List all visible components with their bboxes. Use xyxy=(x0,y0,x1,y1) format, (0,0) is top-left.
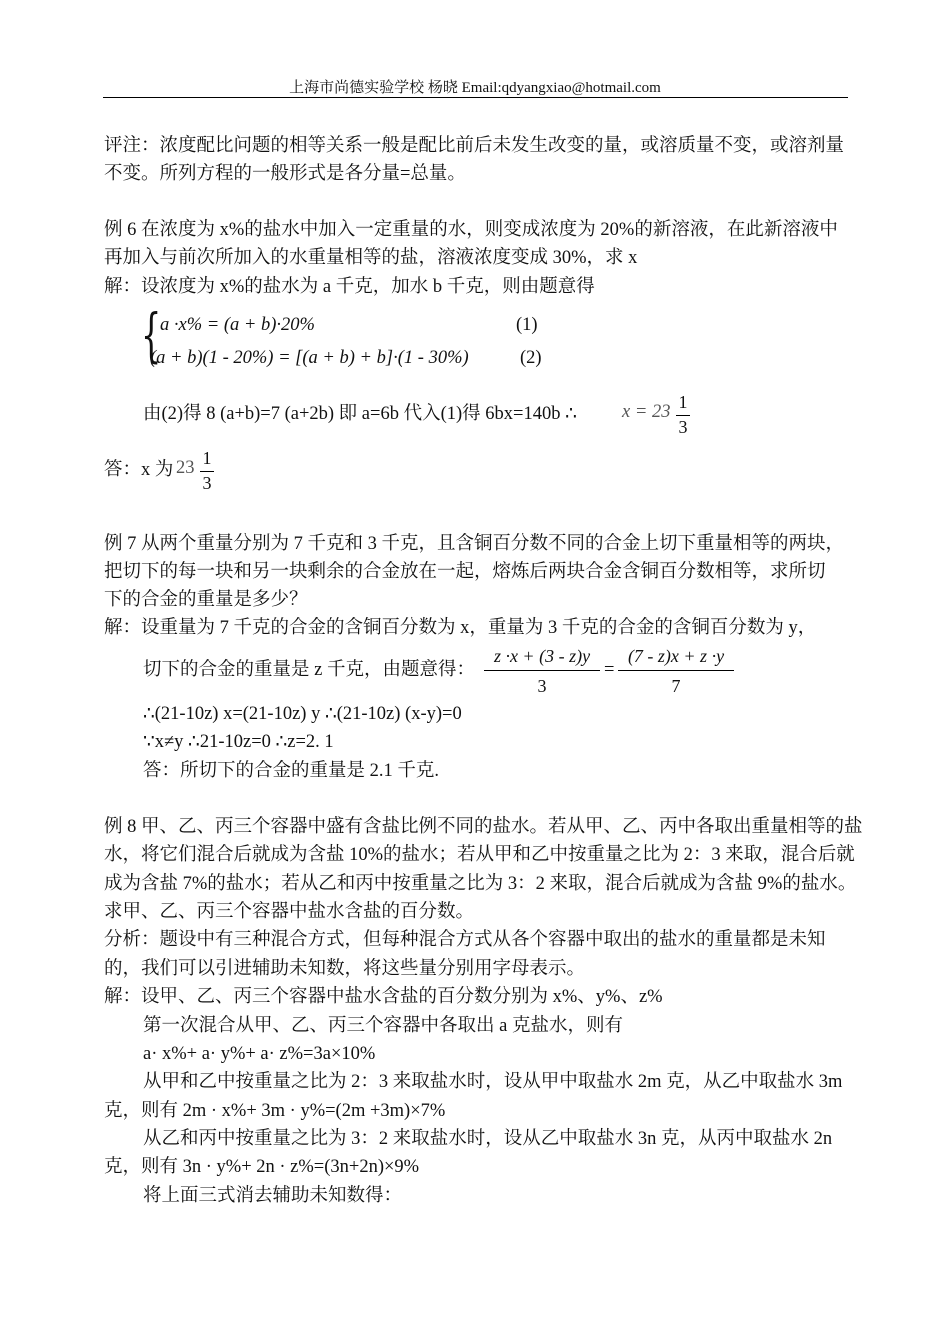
ex6-result-denominator: 3 xyxy=(678,417,688,437)
ex6-equation-1: a ·x% = (a + b)·20% xyxy=(160,315,315,335)
ex6-line-2: 再加入与前次所加入的水重量相等的盐，溶液浓度变成 30%，求 x xyxy=(104,248,638,268)
ex7-solution: 解：设重量为 7 千克的合金的含铜百分数为 x，重量为 3 千克的合金的含铜百分数为 y， xyxy=(104,618,817,638)
ex7-line-3: 下的合金的重量是多少？ xyxy=(104,590,308,610)
comment-line-1: 评注：浓度配比问题的相等关系一般是配比前后未发生改变的量，或溶质量不变，或溶剂量 xyxy=(104,136,845,156)
comment-line-2: 不变。所列方程的一般形式是各分量=总量。 xyxy=(104,164,466,184)
ex6-answer-fraction-bar xyxy=(200,471,214,472)
ex6-answer-whole: 23 xyxy=(176,458,195,478)
ex6-line-1: 例 6 在浓度为 x%的盐水中加入一定重量的水，则变成浓度为 20%的新溶液，在此新溶液中 xyxy=(104,220,838,240)
ex7-step-2: ∵x≠y ∴21-10z=0 ∴z=2. 1 xyxy=(143,732,334,752)
ex6-solution: 解：设浓度为 x%的盐水为 a 千克，加水 b 千克，则由题意得 xyxy=(104,277,595,297)
ex8-line-1: 例 8 甲、乙、丙三个容器中盛有含盐比例不同的盐水。若从甲、乙、丙中各取出重量相等的盐 xyxy=(104,817,863,837)
ex8-final-step: 将上面三式消去辅助未知数得： xyxy=(143,1186,403,1206)
ex8-line-2: 水，将它们混合后就成为含盐 10%的盐水；若从甲和乙中按重量之比为 2：3 来取，混合后就 xyxy=(104,845,855,865)
ex6-equation-2: (a + b)(1 - 20%) = [(a + b) + b]·(1 - 30%) xyxy=(150,348,469,368)
ex7-lhs-numerator: z ·x + (3 - z)y xyxy=(493,646,591,666)
ex8-line-3: 成为含盐 7%的盐水；若从乙和丙中按重量之比为 3：2 来取，混合后就成为含盐 9%的盐水。 xyxy=(104,874,857,894)
ex8-mix-1: 第一次混合从甲、乙、丙三个容器中各取出 a 克盐水，则有 xyxy=(143,1016,623,1036)
ex8-mix-2-line-2: 克，则有 2m · x%+ 3m · y%=(2m +3m)×7% xyxy=(104,1101,446,1121)
ex7-rhs-denominator: 7 xyxy=(671,676,681,696)
ex7-rhs-numerator: (7 - z)x + z ·y xyxy=(627,646,725,666)
ex8-mix-1-equation: a· x%+ a· y%+ a· z%=3a×10% xyxy=(143,1044,376,1064)
ex7-line-2: 把切下的每一块和另一块剩余的合金放在一起，熔炼后两块合金含铜百分数相等，求所切 xyxy=(104,562,826,582)
page-header: 上海市尚德实验学校 杨晓 Email:qdyangxiao@hotmail.com xyxy=(289,80,661,96)
ex6-equation-1-tag: (1) xyxy=(516,315,538,335)
ex8-solution: 解：设甲、乙、丙三个容器中盐水含盐的百分数分别为 x%、y%、z% xyxy=(104,987,663,1007)
ex7-lhs-denominator: 3 xyxy=(537,676,547,696)
ex8-mix-2-line-1: 从甲和乙中按重量之比为 2：3 来取盐水时，设从甲中取盐水 2m 克，从乙中取盐水 3m xyxy=(143,1072,843,1092)
system-brace: { xyxy=(141,301,162,369)
ex6-result: x = 23 xyxy=(622,402,671,422)
ex8-mix-3-line-2: 克，则有 3n · y%+ 2n · z%=(3n+2n)×9% xyxy=(104,1157,420,1177)
ex8-analysis-2: 的，我们可以引进辅助未知数，将这些量分别用字母表示。 xyxy=(104,959,586,979)
ex6-equation-2-tag: (2) xyxy=(520,348,542,368)
ex8-mix-3-line-1: 从乙和丙中按重量之比为 3：2 来取盐水时，设从乙中取盐水 3n 克，从丙中取盐水 2n xyxy=(143,1129,833,1149)
ex7-equals-sign: = xyxy=(604,660,615,680)
ex8-analysis-1: 分析：题设中有三种混合方式，但每种混合方式从各个容器中取出的盐水的重量都是未知 xyxy=(104,930,826,950)
ex6-result-fraction-bar xyxy=(676,415,690,416)
ex7-answer: 答：所切下的合金的重量是 2.1 千克. xyxy=(143,761,440,781)
ex6-answer-numerator: 1 xyxy=(202,448,212,468)
ex7-step-1: ∴(21-10z) x=(21-10z) y ∴(21-10z) (x-y)=0 xyxy=(143,704,462,724)
ex7-lhs-fraction-bar xyxy=(484,670,600,671)
ex6-answer: 答：x 为 xyxy=(104,460,174,480)
ex7-line-1: 例 7 从两个重量分别为 7 千克和 3 千克，且含铜百分数不同的合金上切下重量相等的两块， xyxy=(104,534,845,554)
ex6-result-numerator: 1 xyxy=(678,392,688,412)
ex6-derivation: 由(2)得 8 (a+b)=7 (a+2b) 即 a=6b 代入(1)得 6bx=140b ∴ xyxy=(143,404,577,424)
ex8-line-4: 求甲、乙、丙三个容器中盐水含盐的百分数。 xyxy=(104,902,475,922)
ex7-cut-statement: 切下的合金的重量是 z 千克，由题意得： xyxy=(143,660,475,680)
ex7-rhs-fraction-bar xyxy=(618,670,734,671)
header-rule xyxy=(103,97,848,98)
ex6-answer-denominator: 3 xyxy=(202,473,212,493)
